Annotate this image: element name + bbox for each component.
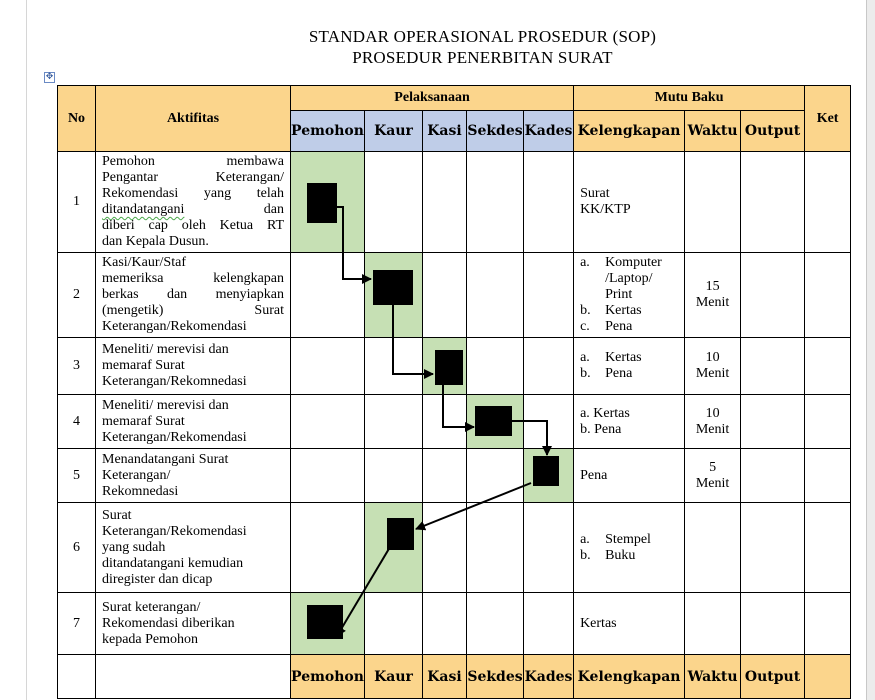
activity-line: Keterangan/ [102, 467, 171, 483]
waktu-cell [685, 338, 741, 395]
ket-cell [805, 338, 851, 395]
activity-line: yang sudah [102, 539, 166, 555]
lane-kaur [365, 253, 423, 338]
activity-line: Keterangan/Rekomnedasi [102, 374, 247, 389]
footer-kaur: Kaur [365, 655, 423, 699]
activity-cell [96, 503, 291, 593]
lane-kades [524, 152, 574, 253]
kelengkapan-text: Pena [580, 467, 608, 483]
lane-kasi [423, 449, 467, 503]
activity-cell [96, 338, 291, 395]
lane-sekdes [467, 152, 524, 253]
page-margin-line [26, 0, 27, 700]
output-cell [741, 152, 805, 253]
lane-pemohon [291, 503, 365, 593]
spellcheck-word: ditandatangani [102, 202, 185, 217]
kelengkapan-text: Kertas [580, 615, 617, 631]
activity-line: memeriksa kelengkapan [102, 271, 284, 286]
activity-line: Pemohon membawa [102, 154, 284, 169]
header-aktifitas: Aktifitas [96, 86, 291, 152]
row-number: 1 [58, 152, 96, 253]
lane-pemohon [291, 593, 365, 655]
sop-table [57, 85, 851, 699]
document-title: STANDAR OPERASIONAL PROSEDUR (SOP) [308, 27, 657, 46]
output-cell [741, 395, 805, 449]
kelengkapan-list [580, 532, 678, 564]
header-no: No [58, 86, 96, 152]
header-ket: Ket [805, 86, 851, 152]
kelengkapan-list [580, 255, 678, 335]
row-number: 2 [58, 253, 96, 338]
lane-kasi [423, 503, 467, 593]
table-row [58, 338, 851, 395]
activity-line: ditandatangani kemudian [102, 555, 244, 571]
activity-line: Rekomnedasi [102, 483, 179, 499]
subheader-kaur: Kaur [365, 111, 423, 152]
lane-sekdes [467, 338, 524, 395]
lane-kades [524, 503, 574, 593]
activity-line: ditandatangani dan [102, 202, 284, 217]
subheader-sekdes: Sekdes [467, 111, 524, 152]
kelengkapan-list [580, 350, 678, 382]
table-row [58, 593, 851, 655]
waktu-cell [685, 395, 741, 449]
footer-ket [805, 655, 851, 699]
activity-line: Keterangan/Rekomendasi [102, 429, 247, 445]
output-cell [741, 253, 805, 338]
activity-line: Keterangan/Rekomendasi [102, 319, 247, 334]
activity-line: Menandatangani Surat [102, 451, 229, 467]
subheader-waktu: Waktu [685, 111, 741, 152]
activity-cell [96, 449, 291, 503]
footer-kasi: Kasi [423, 655, 467, 699]
lane-pemohon [291, 152, 365, 253]
lane-kades [524, 395, 574, 449]
activity-line: (mengetik) Surat [102, 303, 284, 318]
kelengkapan-line: a. Kertas [580, 405, 630, 421]
footer-kelengkapan: Kelengkapan [574, 655, 685, 699]
activity-cell [96, 593, 291, 655]
lane-sekdes [467, 395, 524, 449]
kelengkapan-cell [574, 338, 685, 395]
activity-cell [96, 395, 291, 449]
kelengkapan-cell [574, 152, 685, 253]
waktu-cell [685, 449, 741, 503]
waktu-cell [685, 253, 741, 338]
table-row [58, 152, 851, 253]
lane-kasi [423, 253, 467, 338]
lane-kasi [423, 593, 467, 655]
waktu-cell [685, 152, 741, 253]
activity-line: Surat [102, 507, 132, 523]
ket-cell [805, 253, 851, 338]
list-item: c. Pena [580, 319, 633, 334]
activity-line: Rekomendasi diberikan [102, 615, 235, 631]
subheader-kasi: Kasi [423, 111, 467, 152]
header-pelaksanaan: Pelaksanaan [291, 86, 574, 111]
kelengkapan-text: Surat KK/KTP [580, 186, 631, 217]
lane-pemohon [291, 253, 365, 338]
output-cell [741, 449, 805, 503]
waktu-text: 15 Menit [695, 279, 730, 310]
header-mutu-baku: Mutu Baku [574, 86, 805, 111]
ket-cell [805, 593, 851, 655]
activity-line: memaraf Surat [102, 358, 185, 373]
lane-pemohon [291, 449, 365, 503]
ket-cell [805, 449, 851, 503]
list-item: b. Kertas [580, 303, 642, 318]
lane-kasi [423, 338, 467, 395]
lane-kaur [365, 152, 423, 253]
table-footer-row [58, 655, 851, 699]
lane-sekdes [467, 593, 524, 655]
lane-kasi [423, 395, 467, 449]
ket-cell [805, 395, 851, 449]
lane-pemohon [291, 338, 365, 395]
waktu-cell [685, 503, 741, 593]
row-number: 6 [58, 503, 96, 593]
lane-kaur [365, 593, 423, 655]
ket-cell [805, 503, 851, 593]
footer-empty-no [58, 655, 96, 699]
output-cell [741, 503, 805, 593]
list-item: a. Stempel [580, 531, 651, 547]
subheader-pemohon: Pemohon [291, 111, 365, 152]
subheader-kelengkapan: Kelengkapan [574, 111, 685, 152]
lane-sekdes [467, 503, 524, 593]
activity-line: Rekomendasi yang telah [102, 186, 284, 201]
activity-line: berkas dan menyiapkan [102, 287, 284, 302]
lane-kasi [423, 152, 467, 253]
activity-line: kepada Pemohon [102, 631, 199, 647]
list-item: a. Kertas [580, 350, 642, 365]
table-row [58, 449, 851, 503]
row-number: 7 [58, 593, 96, 655]
activity-line: Meneliti/ merevisi dan [102, 342, 229, 357]
activity-line: Keterangan/Rekomendasi [102, 523, 247, 539]
footer-empty-aktifitas [96, 655, 291, 699]
page-edge-scrollbar[interactable] [866, 0, 875, 700]
table-row [58, 503, 851, 593]
output-cell [741, 593, 805, 655]
lane-sekdes [467, 449, 524, 503]
kelengkapan-cell [574, 503, 685, 593]
kelengkapan-cell [574, 593, 685, 655]
row-number: 3 [58, 338, 96, 395]
table-row [58, 253, 851, 338]
activity-cell [96, 253, 291, 338]
lane-pemohon [291, 395, 365, 449]
list-item: a. Komputer /Laptop/ Print [580, 255, 662, 302]
footer-pemohon: Pemohon [291, 655, 365, 699]
subheader-kades: Kades [524, 111, 574, 152]
activity-line: Surat keterangan/ [102, 599, 201, 615]
activity-line: Meneliti/ merevisi dan [102, 397, 229, 413]
activity-line: Kasi/Kaur/Staf [102, 255, 186, 270]
kelengkapan-cell [574, 449, 685, 503]
lane-kades [524, 338, 574, 395]
table-row [58, 395, 851, 449]
lane-kaur [365, 503, 423, 593]
row-number: 4 [58, 395, 96, 449]
list-item: b. Pena [580, 366, 633, 381]
kelengkapan-cell [574, 395, 685, 449]
activity-line: diberi cap oleh Ketua RT [102, 218, 284, 233]
ket-cell [805, 152, 851, 253]
footer-waktu: Waktu [685, 655, 741, 699]
waktu-cell [685, 593, 741, 655]
output-cell [741, 338, 805, 395]
footer-kades: Kades [524, 655, 574, 699]
footer-output: Output [741, 655, 805, 699]
lane-kaur [365, 338, 423, 395]
document-subtitle: PROSEDUR PENERBITAN SURAT [352, 48, 613, 67]
activity-line: dan Kepala Dusun. [102, 234, 209, 249]
kelengkapan-cell [574, 253, 685, 338]
lane-kaur [365, 395, 423, 449]
lane-kades [524, 449, 574, 503]
waktu-text: 10 Menit [695, 350, 730, 381]
lane-sekdes [467, 253, 524, 338]
activity-line: diregister dan dicap [102, 571, 213, 587]
row-number: 5 [58, 449, 96, 503]
activity-cell [96, 152, 291, 253]
activity-line: Pengantar Keterangan/ [102, 170, 284, 185]
lane-kades [524, 593, 574, 655]
footer-sekdes: Sekdes [467, 655, 524, 699]
table-move-handle-icon[interactable]: ✥ [45, 72, 54, 82]
waktu-text: 10 Menit [695, 405, 730, 437]
list-item: b. Buku [580, 547, 636, 563]
lane-kades [524, 253, 574, 338]
subheader-output: Output [741, 111, 805, 152]
activity-line: memaraf Surat [102, 413, 185, 429]
kelengkapan-line: b. Pena [580, 421, 622, 437]
lane-kaur [365, 449, 423, 503]
waktu-text: 5 Menit [695, 459, 730, 491]
